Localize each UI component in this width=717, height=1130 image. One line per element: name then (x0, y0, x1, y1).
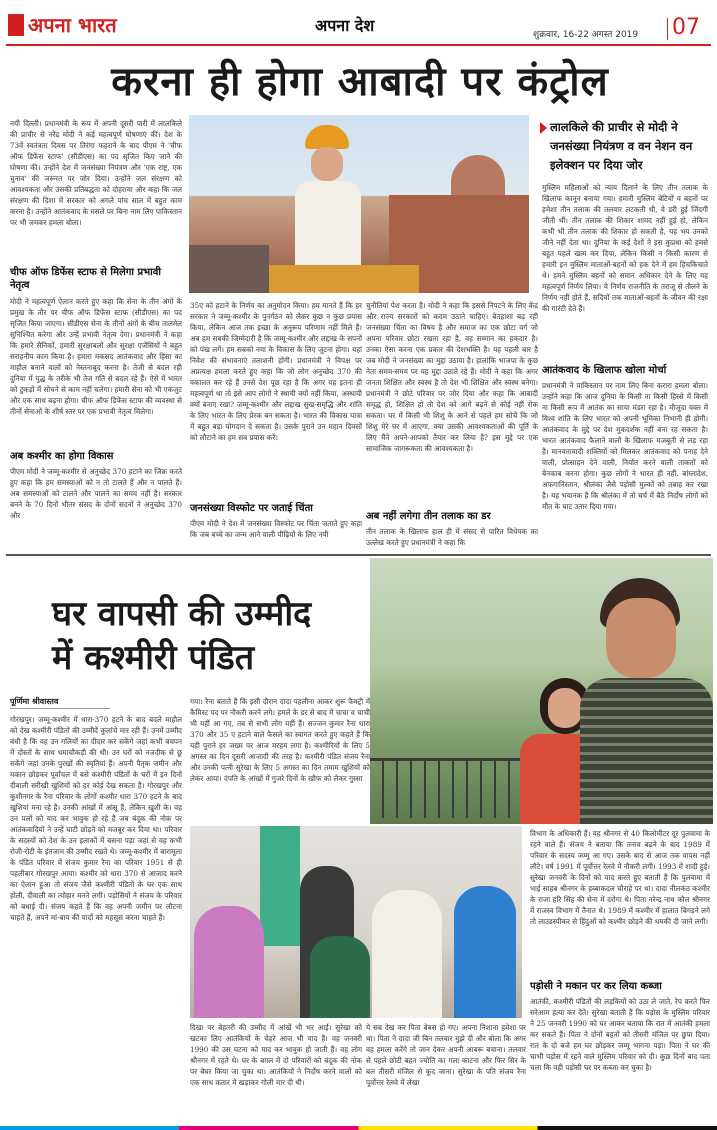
section-title: अपना देश (315, 16, 375, 35)
story1-subhead-triple-talaq: अब नहीं लगेगा तीन तलाक का डर (366, 511, 491, 522)
page-number: 07 (672, 15, 700, 40)
story1-col1-body2: पीएम मोदी ने जम्मू-कश्मीर से अनुच्छेद 370 हटाने का जिक्र करते हुए कहा कि हम समस्याओं को न तो टालते हैं और न पालते हैं। अब समस्याओं को टालने और पालने का समय नहीं है। सरकार बनने के 70 दिनों भीतर संसद के दोनों सदनों ने अनुच्छेद 370 और (10, 467, 182, 520)
story2-col4-body2: आतंकी, कश्मीरी पंडितों की लड़कियों को उठा ले जाते, रेप करते फिर सरेआम हत्या कर देते। सुरेखा बताती हैं कि पड़ोस के मुस्लिम परिवार ने 25 जनवरी 1990 को घर आकर बताया कि रात में आतंकी हमला कर सकते हैं। पिता ने दोनों बहनों को तीसरी मंजिल पर छुपा दिया। रात के दो बजे हम घर छोड़कर जम्मू भागना पड़ा। पिता ने घर की चाभी पड़ोस में रहने वाले मुस्लिम परिवार को दी। कुछ दिनों बाद पता चला कि वही पड़ोसी घर पर कब्जा कर चुका है। (530, 997, 710, 1072)
curtain (260, 826, 300, 946)
story1-col1-intro: नयी दिल्ली। प्रधानमंत्री के रूप में अपनी दूसरी पारी में लालकिले की प्राचीर से नरेंद्र मोदी ने कई महत्वपूर्ण घोषणाएं कीं। देश के 73वें स्वतंत्रता दिवस पर तिरंगा फहराने के बाद पीएम ने 'चीफ ऑफ डिफेंस स्टाफ' (सीडीएस) का पद सृजित किए जाने की घोषणा की। उन्होंने देश में जनसंख्या नियंत्रण और 'एक राष्ट्र, एक चुनाव' की जरूरत पर जोर दिया। उन्होंने जल संरक्षण को आवश्यकता और उसकी प्रतिबद्धता को दोहराया और कहा कि जल संरक्षण की दिशा में सरकार को अगले पांच साल में बहुत काम करना है। उन्होंने आतंकवाद के मसले पर बिना नाम लिए पाकिस्तान पर भी जमकर हमला बोला। (10, 119, 182, 227)
headline: करना ही होगा आबादी पर कंट्रोल (111, 59, 609, 105)
story-divider (6, 554, 711, 556)
story2-col2-body2: दिखा पर बेहतरी की उम्मीद में आंखें भी भर आईं। सुरेखा को खटका लिए आतंकियों के चेहरे आज भी याद हैं। वह जनवरी 1990 की उस घटना को याद कर भावुक हो जाती हैं। वह लोग श्रीनगर में रहते थे। घर के बगल में दो परिवारों को बंदूक की नोक पर बेघर किया जा चुका था। आतंकियों ने निर्दोष करने वालों को एक साथ कतार में खड़ाकर गोली मार दी थी। (190, 1023, 362, 1087)
family-woman (194, 906, 264, 1018)
story2-headline-line2: में कश्मीरी पंडित (52, 638, 255, 678)
page-number-divider (667, 18, 668, 40)
story1-col3-body: चुनौतियां पेश करता है। मोदी ने कहा कि इससे निपटने के लिए केंद्र और राज्य सरकारों को कदम उठाने चाहिए। बेतहाशा बढ़ रही जनसंख्या चिंता का विषय है और समाज का एक छोटा वर्ग जो अपना परिवार छोटा रखता रहा है, वह सम्मान का हकदार है। उनका ऐसा करना एक प्रकार की देशभक्ति है। यह पहली बार है जब मोदी ने जनसंख्या का मुद्दा उठाया है। हालांकि भाजपा के कुछ नेता समय-समय पर यह मुद्दा उठाते रहे हैं। मोदी ने कहा कि अगर जनता शिक्षित और स्वस्थ है तो देश भी शिक्षित और स्वस्थ बनेगा। प्रधानमंत्री ने छोटे परिवार पर जोर दिया और कहा कि आबादी समृद्ध हो, शिक्षित हो तो देश को आगे बढ़ने से कोई नहीं रोक सकता। घर में किसी भी शिशु के आने से पहले हम सोचें कि जो शिशु मेरे घर में आएगा, क्या उसकी आवश्यकताओं की पूर्ति के लिए मैंने अपने-आपको तैयार कर लिया है? इस मुद्दे पर एक सामाजिक जागरूकता की आवश्यकता है। (366, 301, 538, 453)
family-elder (372, 890, 442, 1018)
story1-subhead-terrorism: आतंकवाद के खिलाफ खोला मोर्चा (542, 365, 667, 376)
story1-col3-body2: तीन तलाक के खिलाफ हाल ही में संसद से पारित विधेयक का उल्लेख करते हुए प्रधानमंत्री ने कहा कि (366, 527, 538, 547)
man-figure (570, 578, 713, 824)
face (311, 147, 343, 181)
story2-col1-body: गोरखपुर। जम्मू-कश्मीर में धारा-370 हटने के बाद बदले माहौल को देख कश्मीरी पंडितों की उम्मीदें कुलांचे मार रही हैं। उनमें उम्मीद बंधी है कि वह उन गलियों का दीदार कर सकेंगे जहां कभी बचपन में दोस्तों के साथ धमाचौकड़ी की थी। उन घरों को नजदीक से छू सकेंगे जहां उनके पुरखों की स्मृतियां हैं। अपनी पैतृक जमीन और मकान छोड़कर पूर्वांचल में बसे कश्मीरी पंडितों के घरों में इन दिनों दीवाली सरीखी खुशियों को हर कोई देख सकता है। गोरखपुर और कुशीनगर के रैना परिवार के लोगों कश्मीर धारा 370 हटने के बाद खुशियां मना रहे हैं। उनकी आंखों में आंसू हैं, लेकिन खुशी के। वह उन पलों को याद कर भावुक हो रहे हैं जब बंदूक की नोक पर आतंकवादियों ने उन्हें घाटी छोड़ने को मजबूर कर दिया था। परिवार के सदस्यों को देश के उन इलाकों में बसना पड़ा जहां से वह कभी रोजी-रोटी के इंतजाम की उम्मीद रखते थे। जम्मू-कश्मीर में बारामूला के पंडित परिवार में संजय कुमार रैना का परिवार 1951 से ही पहलीबार गोरखपुर आया। कश्मीर को धारा 370 से आजाद करने का ऐलान हुआ तो संजय जैसे कश्मीरी पंडितों के घर एक साथ होली, दीवाली का त्योहार मनने लगी। पड़ोसियों ने संजय के परिवार को बधाई दी। संजय कहते हैं कि वह अपनी जमीन पर लौटना चाहते हैं, अपने मां-बाप की यादों को महसूस करना चाहते हैं। (10, 715, 182, 922)
family-photo (190, 826, 522, 1018)
story1-col2-body2: पीएम मोदी ने देश में जनसंख्या विस्फोट पर चिंता जताते हुए कहा कि जब बच्चे का जन्म आने वाली पीढ़ियों के लिए नयी (190, 519, 362, 539)
byline-rule (10, 708, 110, 709)
red-fort-photo (189, 115, 529, 293)
logo-text: अपना भारत (28, 13, 117, 37)
man-face (606, 598, 676, 678)
story2-col4-body: विभाग के अधिकारी हैं। वह श्रीनगर से 40 किलोमीटर दूर पुलवामा के रहने वाले हैं। संजय ने बताया कि तनाव बढ़ने के बाद 1989 में परिवार के सदस्य जम्मू आ गए। उसके बाद से आज तक वापस नहीं लौटे। वर्ष 1991 में पूर्वोत्तर रेलवे में नौकरी लगी। 1993 में शादी हुई। सुरेखा जनवरी के दिनों को याद करते हुए बताती हैं कि पुलवामा में भाई साहब श्रीनगर के हब्बाकदल चौराहे पर था। दादा नीलकंठ कश्मीर के राजा हरि सिंह की सेना में दरोगा थे। पिता नरेन्द्र नाथ कौल श्रीनगर में राजस्व विभाग में तैनात थे। 1989 में कश्मीर में हालात बिगड़ने लगे तो लाउडस्पीकर से हिंदुओं को कश्मीर छोड़ने की धमकी दी जाने लगी। (530, 829, 710, 926)
masthead-rule (6, 44, 711, 46)
family-boy (310, 936, 370, 1018)
podium (259, 265, 419, 293)
story2-headline-line1: घर वापसी की उम्मीद (52, 594, 312, 634)
story1-col4-body: मुस्लिम महिलाओं को न्याय दिलाने के लिए तीन तलाक के खिलाफ कानून बनाया गया। हमारी मुस्लिम बेटियों व बहनों पर हमेशा तीन तलाक की तलवार लटकती थी, वे डरी हुई जिंदगी जीती थीं। तीन तलाक की शिकार शायद नहीं हुई हो, लेकिन कभी भी तीन तलाक की शिकार हो सकती है, यह भय उनको जीने नहीं देता था। दुनिया के कई देशों ने इस कुप्रथा को हमसे बहुत पहले खत्म कर दिया, लेकिन किसी न किसी कारण से हमारी इन मुस्लिम माताओं-बहनों को हक देने में हम हिचकिचाते थे। हमने मुस्लिम बहनों को समान अधिकार देने के लिए यह महत्वपूर्ण निर्णय लिया। ये निर्णय राजनीति के तराजू से तौलने के निर्णय नहीं होते हैं, सदियों तक माताओं-बहनों के जीवन की रक्षा की गारंटी देते हैं। (542, 183, 708, 313)
logo-mark-icon (8, 14, 24, 36)
turban (305, 125, 349, 149)
story1-subhead-cds: चीफ ऑफ डिफेंस स्टाफ से मिलेगा प्रभावी नेतृत्व (10, 267, 161, 291)
issue-date: शुक्रवार, 16-22 अगस्त 2019 (533, 30, 639, 40)
story1-col2-body: 35ए को हटाने के निर्णय का अनुमोदन किया। हम मानते हैं कि हर सरकार ने जम्मू-कश्मीर के पुनर्गठन को लेकर कुछ न कुछ प्रयास किया, लेकिन आज तक इच्छा के अनुरूप परिणाम नहीं मिले हैं। अब हम सबकी जिम्मेदारी है कि जम्मू-कश्मीर और लद्दाख के सपनों को पंख लगें। हम सबको नया के विकास के लिए जुटना होगा। यहां निवेश की संभावनाएं तलाशनी होंगी। प्रधानमंत्री ने विपक्ष पर अप्रत्यक्ष हमला करते हुए कहा कि जो लोग अनुच्छेद 370 की वकालत कर रहे हैं उनसे देश पूछ रहा है कि अगर यह इतना ही महत्वपूर्ण था तो इसे आप लोगों ने स्थायी क्यों नहीं किया, अस्थायी क्यों बनाए रखा? जम्मू-कश्मीर और लद्दाख सुख-समृद्धि और शांति के लिए भारत के लिए प्रेरक बन सकता है। भारत की विकास यात्रा में बहुत बड़ा योगदान दे सकता है। उसके पुराने उन महान दिवसों को लौटाने का हम सब प्रयास करें। (190, 301, 362, 442)
story1-subhead-population: जनसंख्या विस्फोट पर जताई चिंता (190, 503, 313, 514)
story2-col2-body: गया। रैना बताते हैं कि इसी दौरान दादा पहलीना आकर शुरू फैक्ट्री में कैमिस्ट पद पर नौकरी करने लगे। हमले के डर से बाद में चाचा व चाची भी यहीं आ गए, तब से सभी लोग यहीं हैं। सज्जन कुमार रैना धारा 370 और 35 ए हटाने वाले फैसले का स्वागत करते हुए कहते हैं कि यही पुराने हर जख्म पर आज मरहम लगा है। कश्मीरियों के लिए 5 अगस्त का दिन दूसरी आजादी की तरह है। कश्मीरी पंडित संजय रैना और उनकी पत्नी सुरेखा के लिए 5 अगस्त का दिन तमाम खुशियों को लेकर आया। दंपति के आंखों में गुजरे दिनों के खौफ को लेकर गुस्सा (190, 697, 370, 783)
byline: पूर्णिमा श्रीवास्तव (10, 697, 59, 706)
story2-headline (52, 592, 372, 680)
couple-photo (370, 558, 713, 824)
man-shirt (580, 678, 713, 824)
logo (8, 12, 148, 38)
family-man (454, 886, 516, 1018)
crowd (189, 245, 269, 293)
story1-col4-body2: प्रधानमंत्री ने पाकिस्तान पर नाम लिए बिना करारा हमला बोला। उन्होंने कहा कि आज दुनिया के किसी ना किसी हिस्से में किसी ना किसी रूप में आतंक का साया मंडरा रहा है। मौजूदा वक्त में विश्व शांति के लिए भारत को अपनी भूमिका निभानी ही होगी। आतंकवाद के मुद्दे पर देश मुकदर्शक नहीं बना रह सकता है। भारत आतंकवाद फैलाने वालों के खिलाफ मजबूती से लड़ रहा है। मानवतावादी शक्तियों को मिलकर आतंकवाद को पनाह देने वाली, प्रोत्साहन देने वाली, निर्यात करने वाली ताकतों को बेनकाब करना होगा। कुछ लोगों ने भारत ही नहीं, बांग्लादेश, अफगानिस्तान, श्रीलंका जैसे पड़ोसी मुल्कों को तबाह कर रखा है। यह भयानक है कि श्रीलंका में तो चर्च में बैठे निर्दोष लोगों को मौत के घाट उतार दिया गया। (542, 381, 708, 511)
pull-quote-marker-icon (540, 122, 547, 134)
story1-col1-body: मोदी ने महत्वपूर्ण ऐलान करते हुए कहा कि सेना के तीन अंगों के प्रमुख के तौर पर चीफ ऑफ डिफेंस स्टाफ (सीडीएस) का पद सृजित किया जाएगा। सीडीएस सेना के तीनों अंगों के बीच तालमेल सुनिश्चित करेगा और उन्हें प्रभावी नेतृत्व देगा। प्रधानमंत्री ने कहा कि हमारे सैनिकों, हमारी सुरक्षाबलों और सुरक्षा एजेंसियों ने बहुत सराहनीय काम किया है। हमारा मकसद आतंकवाद और हिंसा का माहौल बनाने वालों को नेस्तनाबूद करना है। तेजी से बदल रही दुनिया में युद्ध के तरीके भी तेज गति से बदल रहे हैं। ऐसे में भारत को टुकड़ों में सोचने से काम नहीं चलेगा। हमारी सेना को भी एकजुट और एक साथ बढ़ना होगा। चीफ ऑफ डिफेंस स्टाफ की व्यवस्था से तीनों सेनाओं के शीर्ष स्तर पर एक प्रभावी नेतृत्व मिलेगा। (10, 297, 182, 416)
story2-col3-body: ये सब देख कर पिता बेबस हो गए। अपना निशाना हमेशा पर था। पिता ने दादा जी बिन तलवार मुझे दी और बोला कि अगर वह हमला करेंगे तो जान देकर अपनी आबरू बचाना। तलवार से पहले छोटी बहन ज्योति का गला काटना और फिर सिर के बल तीसरी मंजिल से कूद जाना। सुरेखा के पति संजय रैना पूर्वोत्तर रेलवे में लेखा (366, 1023, 526, 1087)
story1-subhead-kashmir: अब कश्मीर का होगा विकास (10, 451, 114, 462)
balcony-railing (370, 758, 530, 818)
story2-subhead-neighbour: पड़ोसी ने मकान पर कर लिया कब्जा (530, 981, 662, 992)
print-registration-strip (0, 1126, 717, 1130)
pull-quote-text: लालकिले की प्राचीर से मोदी ने जनसंख्या नियंत्रण व वन नेशन वन इलेक्शन पर दिया जोर (550, 120, 693, 172)
masthead (0, 0, 717, 46)
